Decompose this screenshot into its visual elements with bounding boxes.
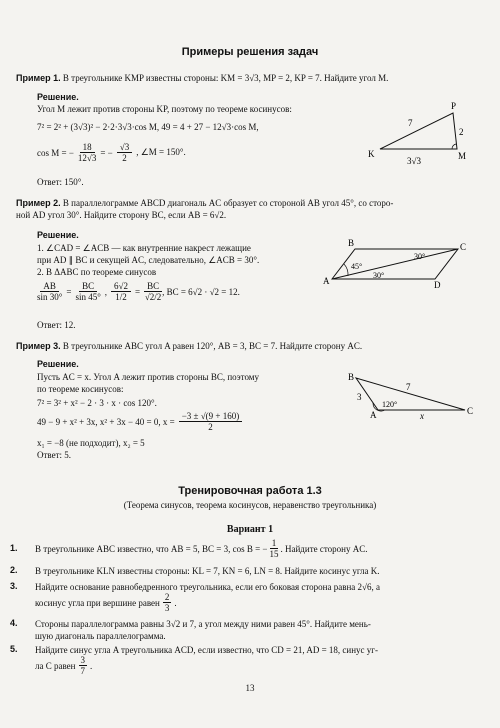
angle-bac-label: 45° xyxy=(351,262,363,271)
side-mp-label: 2 xyxy=(459,127,464,137)
problem-text: Найдите синус угла A треугольника ACD, если известно, что CD = 21, AD = 18, синус уг- xyxy=(35,645,378,655)
denominator: sin 30° xyxy=(37,292,63,302)
numerator: 6√2 xyxy=(111,281,131,292)
side-km-label: 3√3 xyxy=(407,156,421,166)
problem-text: В треугольнике ABC известно, что AB = 5, BC = 3, cos B = − xyxy=(35,543,268,554)
example-label: Пример 1. xyxy=(16,73,61,83)
vertex-d-label: D xyxy=(434,280,441,290)
problem-1 xyxy=(35,538,368,559)
vertex-a-label: A xyxy=(370,410,377,420)
numerator: 2 xyxy=(164,592,170,602)
solution-line: x₁ = −8 (не подходит), x₂ = 5 xyxy=(37,438,145,448)
vertex-p-label: P xyxy=(451,101,457,111)
fraction xyxy=(78,142,96,163)
triangle-abc-figure xyxy=(340,370,480,420)
angle-cad-label: 30° xyxy=(373,271,385,280)
solution-line: 7² = 3² + x² − 2 · 3 · x · cos 120°. xyxy=(37,398,157,408)
example-3-statement xyxy=(16,340,362,352)
angle-arc xyxy=(344,264,348,276)
problem-text: В треугольнике KLN известны стороны: KL = 7, KN = 6, LN = 8. Найдите косинус угла K. xyxy=(35,566,380,576)
numerator: −3 ± √(9 + 160) xyxy=(179,411,243,422)
numerator: 3 xyxy=(80,655,85,665)
page-number: 13 xyxy=(245,683,255,693)
problem-text: косинус угла при вершине равен xyxy=(35,597,160,608)
work-title: Тренировочная работа 1.3 xyxy=(178,485,322,497)
solution-line: по теореме косинусов: xyxy=(37,384,124,394)
problem-number: 3. xyxy=(10,581,18,591)
cos-formula xyxy=(37,142,186,163)
numerator: √3 xyxy=(117,142,132,153)
denominator: 12√3 xyxy=(77,153,97,163)
side-bc-label: 7 xyxy=(406,382,411,392)
denominator: 2 xyxy=(122,153,127,163)
formula-part: = − xyxy=(100,147,113,158)
solution-line: 1. ∠CAD = ∠ACB — как внутренние накрест лежащие xyxy=(37,243,251,253)
formula-part: , BC = 6√2 · √2 = 12. xyxy=(162,286,240,297)
denominator: sin 45° xyxy=(75,292,101,302)
quadratic-line xyxy=(37,411,242,432)
side-ab-label: 3 xyxy=(357,392,362,402)
solution-line: при AD ∥ BC и секущей AC, следовательно, ∠ACB = 30°. xyxy=(37,255,260,265)
fraction xyxy=(117,142,132,163)
fraction xyxy=(144,281,162,302)
example-label: Пример 3. xyxy=(16,341,61,351)
solution-line: Пусть AC = x. Угол A лежит против стороны BC, поэтому xyxy=(37,372,259,382)
denominator: 2 xyxy=(208,422,213,432)
fraction xyxy=(269,538,278,559)
fraction xyxy=(163,592,172,613)
answer: Ответ: 150°. xyxy=(37,177,84,187)
statement: В параллелограмме ABCD диагональ AC образует со стороной AB угол 45°, со сторо- xyxy=(62,198,394,208)
vertex-m-label: M xyxy=(458,151,467,161)
problem-number: 1. xyxy=(10,543,18,553)
angle-acb-label: 30° xyxy=(414,252,426,261)
problem-number: 2. xyxy=(10,565,18,575)
example-1-statement xyxy=(16,72,388,84)
solution-label: Решение. xyxy=(37,230,79,240)
problem-text: Найдите основание равнобедренного треугольника, если его боковая сторона равна 2√6, а xyxy=(35,582,380,592)
vertex-c-label: C xyxy=(467,406,474,416)
parallelogram-abcd-figure xyxy=(318,238,478,290)
numerator: 1 xyxy=(271,538,277,548)
denominator: 7 xyxy=(80,666,85,676)
triangle-kmp xyxy=(380,113,457,149)
variant-title: Вариант 1 xyxy=(226,524,274,535)
statement: В треугольнике KMP известны стороны: KM = 3√3, MP = 2, KP = 7. Найдите угол M. xyxy=(62,73,389,83)
solution-label: Решение. xyxy=(37,92,79,102)
answer: Ответ: 12. xyxy=(37,320,76,330)
problem-5-line2 xyxy=(35,655,92,676)
denominator: 15 xyxy=(269,549,279,559)
numerator: BC xyxy=(144,281,162,292)
vertex-b-label: B xyxy=(348,238,355,248)
denominator: 3 xyxy=(164,603,170,613)
problem-3-line2 xyxy=(35,592,177,613)
side-kp-label: 7 xyxy=(408,118,413,128)
fraction xyxy=(75,281,100,302)
angle-arc xyxy=(452,144,456,149)
problem-number: 5. xyxy=(10,644,18,654)
numerator: AB xyxy=(40,281,59,292)
fraction xyxy=(37,281,62,302)
denominator: √2/2 xyxy=(144,292,162,302)
vertex-b-label: B xyxy=(348,372,355,382)
work-subtitle: (Теорема синусов, теорема косинусов, неравенство треугольника) xyxy=(123,500,377,510)
vertex-k-label: K xyxy=(368,149,375,159)
fraction xyxy=(179,411,243,432)
denominator: 1/2 xyxy=(115,292,127,302)
solution-line: 2. В ΔABC по теореме синусов xyxy=(37,267,157,277)
answer: Ответ: 5. xyxy=(37,450,72,460)
statement-line: ной AD угол 30°. Найдите сторону BC, если AB = 6√2. xyxy=(16,210,227,220)
statement: В треугольнике ABC угол A равен 120°, AB = 3, BC = 7. Найдите сторону AC. xyxy=(62,341,363,351)
formula-part: , ∠M = 150°. xyxy=(136,147,186,157)
solution-label: Решение. xyxy=(37,359,79,369)
vertex-a-label: A xyxy=(323,276,330,286)
solution-line: Угол M лежит против стороны KP, поэтому по теореме косинусов: xyxy=(37,104,292,114)
side-ac-label: x xyxy=(420,411,424,420)
problem-text: . Найдите сторону AC. xyxy=(280,543,368,554)
section-title: Примеры решения задач xyxy=(181,46,319,58)
fraction xyxy=(111,281,131,302)
problem-text: Стороны параллелограмма равны 3√2 и 7, а угол между ними равен 45°. Найдите мень- xyxy=(35,619,371,629)
problem-text: . xyxy=(90,660,93,671)
example-label: Пример 2. xyxy=(16,198,61,208)
problem-text: . xyxy=(174,597,177,608)
numerator: 18 xyxy=(80,142,95,153)
angle-a-label: 120° xyxy=(382,400,398,409)
fraction xyxy=(79,655,88,676)
solution-line: 7² = 2² + (3√3)² − 2·2·3√3·cos M, 49 = 4 + 27 − 12√3·cos M, xyxy=(37,122,259,132)
sine-proportion: $\frac{AB}{\sin 30^\circ}$ = $\frac{BC}{\sin 45^\circ}$ , $\frac{6√2}{1/2}$ = $\frac{BC}{√2/2}$ , BC = 6√2 · √2 = 12. xyxy=(37,281,240,302)
formula-part: cos M = − xyxy=(37,147,74,158)
problem-text: шую диагональ параллелограмма. xyxy=(35,631,166,641)
formula-part: 49 − 9 + x² + 3x, x² + 3x − 40 = 0, x = xyxy=(37,416,175,427)
vertex-c-label: C xyxy=(460,242,467,252)
example-2-statement xyxy=(16,197,393,209)
problem-number: 4. xyxy=(10,618,18,628)
triangle-abc xyxy=(356,378,465,410)
triangle-kmp-figure xyxy=(360,100,480,170)
problem-text: ла C равен xyxy=(35,660,76,671)
numerator: BC xyxy=(79,281,97,292)
